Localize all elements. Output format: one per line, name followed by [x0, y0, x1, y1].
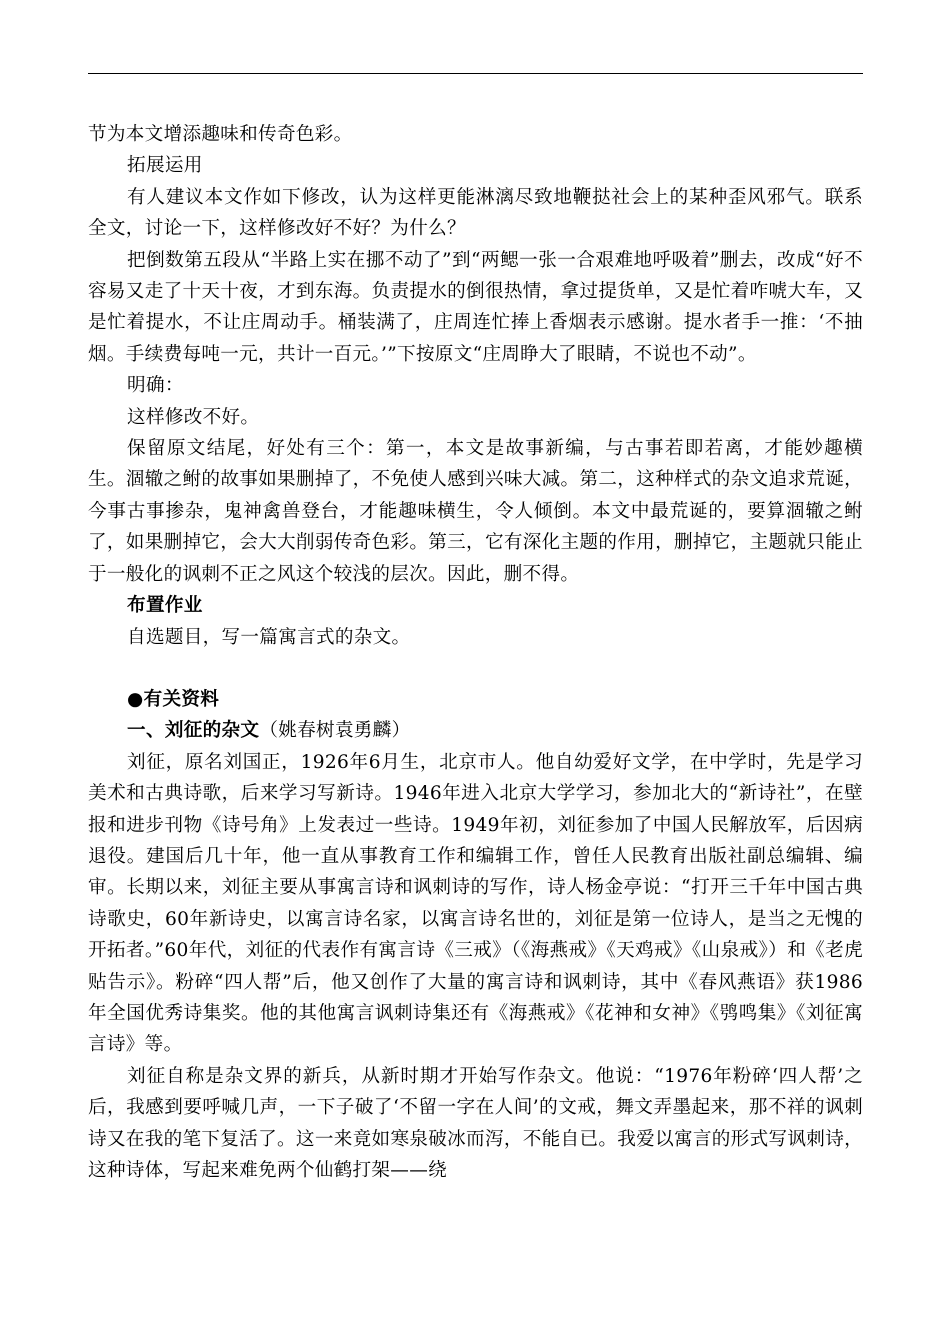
section-label: 拓展运用	[127, 155, 203, 177]
subsection-source: （姚春树袁勇麟）	[259, 720, 411, 742]
paragraph: 节为本文增添趣味和传奇色彩。	[88, 124, 353, 145]
paragraph: 刘征自称是杂文界的新兵，从新时期才开始写作杂文。他说：“1976年粉碎‘四人帮’之后，我感到要呼喊几声，一下子破了‘不留一字在人间’的文戒，舞文弄墨起来，那不祥的讽刺诗又在我的笔下复活了。这一来竟如寒泉破冰而泻，不能自已。我爱以寓言的形式写讽刺诗，这种诗体，写起来难免两个仙鹤打架——绕	[88, 1065, 863, 1181]
section-heading: 布置作业	[127, 595, 203, 617]
paragraph: 保留原文结尾，好处有三个：第一，本文是故事新编，与古事若即若离，才能妙趣横生。涸辙之鲋的故事如果删掉了，不免使人感到兴味大减。第二，这种样式的杂文追求荒诞，今事古事掺杂，鬼神禽兽登台，才能趣味横生，令人倾倒。本文中最荒诞的，要算涸辙之鲋了，如果删掉它，会大大削弱传奇色彩。第三，它有深化主题的作用，删掉它，主题就只能止于一般化的讽刺不正之风这个较浅的层次。因此，删不得。	[88, 438, 863, 585]
paragraph: 有人建议本文作如下修改，认为这样更能淋漓尽致地鞭挞社会上的某种歪风邪气。联系全文，讨论一下，这样修改好不好？为什么？	[88, 186, 863, 240]
paragraph: 把倒数第五段从“半路上实在挪不动了”到“两鳃一张一合艰难地呼吸着”删去，改成“好不容易又走了十天十夜，才到东海。负责提水的倒很热情，拿过提货单，又是忙着咋唬大车，又是忙着提水，不让庄周动手。桶装满了，庄周连忙捧上香烟表示感谢。提水者手一推：‘不抽烟。手续费每吨一元，共计一百元。’”下按原文“庄周睁大了眼睛，不说也不动”。	[88, 249, 863, 365]
section-label: 明确：	[127, 375, 184, 397]
paragraph: 自选题目，写一篇寓言式的杂文。	[127, 626, 411, 648]
document-body	[88, 119, 863, 1186]
paragraph: 刘征，原名刘国正，1926年6月生，北京市人。他自幼爱好文学，在中学时，先是学习美术和古典诗歌，后来学习写新诗。1946年进入北京大学学习，参加北大的“新诗社”，在壁报和进步刊物《诗号角》上发表过一些诗。1949年初，刘征参加了中国人民解放军，后因病退役。建国后几十年，他一直从事教育工作和编辑工作，曾任人民教育出版社副总编辑、编审。长期以来，刘征主要从事寓言诗和讽刺诗的写作，诗人杨金亭说：“打开三千年中国古典诗歌史，60年新诗史，以寓言诗名家，以寓言诗名世的，刘征是第一位诗人，是当之无愧的开拓者。”60年代，刘征的代表作有寓言诗《三戒》（《海燕戒》《天鸡戒》《山泉戒》）和《老虎贴告示》。粉碎“四人帮”后，他又创作了大量的寓言诗和讽刺诗，其中《春风燕语》获1986年全国优秀诗集奖。他的其他寓言讽刺诗集还有《海燕戒》《花神和女神》《鸮鸣集》《刘征寓言诗》等。	[88, 751, 863, 1056]
subsection-title: 一、刘征的杂文	[127, 720, 260, 742]
header-rule	[88, 73, 863, 74]
section-heading: ●有关资料	[127, 688, 220, 710]
subsection-heading	[88, 715, 863, 746]
spacer	[88, 653, 863, 684]
paragraph: 这样修改不好。	[127, 406, 260, 428]
